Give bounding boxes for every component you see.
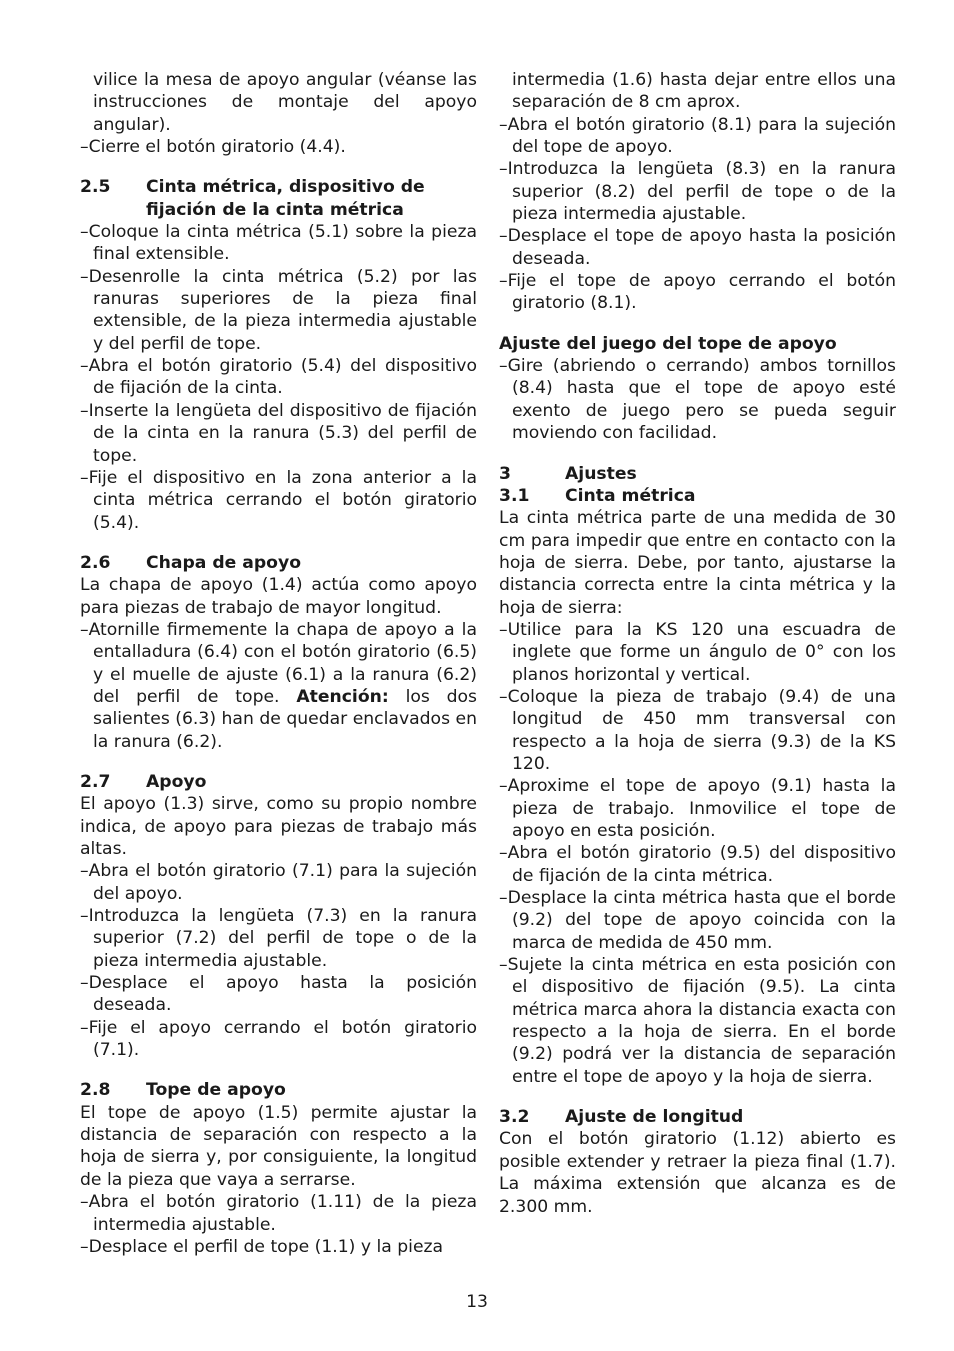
list-item: –Introduzca la lengüeta (7.3) en la ranura superior (7.2) del perfil de tope o de la pieza intermedia ajustable. bbox=[80, 906, 477, 971]
list-item: –Sujete la cinta métrica en esta posición con el dispositivo de fijación (9.5). La cinta métrica marca ahora la distancia exacta con respecto a la hoja de sierra. En el borde (9.2) podrá ver la distancia de separación entre el tope de apoyo y la hoja de sierra. bbox=[499, 955, 896, 1087]
list-item: –Desplace el tope de apoyo hasta la posición deseada. bbox=[499, 226, 896, 269]
list-item: –Desenrolle la cinta métrica (5.2) por las ranuras superiores de la pieza final extensible, de la pieza intermedia ajustable y del perfil de tope. bbox=[80, 266, 477, 354]
list-item: –Cierre el botón giratorio (4.4). bbox=[80, 137, 346, 158]
list-item: –Abra el botón giratorio (7.1) para la sujeción del apoyo. bbox=[80, 861, 477, 904]
list-item: –Coloque la pieza de trabajo (9.4) de una longitud de 450 mm transversal con respecto a la hoja de sierra (9.3) de la KS 120. bbox=[499, 686, 896, 774]
list-item: –Utilice para la KS 120 una escuadra de inglete que forme un ángulo de 0° con los planos horizontal y vertical. bbox=[499, 619, 896, 685]
list-item: –Fije el tope de apoyo cerrando el botón giratorio (8.1). bbox=[499, 271, 896, 314]
section-title: Apoyo bbox=[146, 771, 207, 792]
section-number: 3.2 bbox=[499, 1107, 530, 1128]
section-title: Chapa de apoyo bbox=[146, 552, 301, 573]
section-number: 3.1 bbox=[499, 485, 530, 506]
list-item: –Desplace la cinta métrica hasta que el borde (9.2) del tope de apoyo coincida con la marca de medida de 450 mm. bbox=[499, 888, 896, 953]
paragraph: El tope de apoyo (1.5) permite ajustar la distancia de separación con respecto a la hoja de sierra y, por consiguiente, la longitud de la pieza que vaya a serrarse. bbox=[80, 1102, 477, 1190]
list-item: –Desplace el apoyo hasta la posición deseada. bbox=[80, 973, 477, 1016]
section-title: Ajustes bbox=[565, 463, 637, 484]
section-heading-3-1 bbox=[499, 485, 896, 507]
list-item: –Fije el dispositivo en la zona anterior a la cinta métrica cerrando el botón giratorio (5.4). bbox=[80, 467, 477, 533]
list-item bbox=[80, 619, 477, 753]
list-item: –Coloque la cinta métrica (5.1) sobre la pieza final extensible. bbox=[80, 222, 477, 265]
paragraph: La cinta métrica parte de una medida de 30 cm para impedir que entre en contacto con la hoja de sierra. Debe, por tanto, ajustarse la distancia correcta entre la cinta métrica y la hoja de sierra: bbox=[499, 508, 896, 618]
list-item-text: –Atornille firmemente la chapa de apoyo a la entalladura (6.4) con el botón giratorio (6.5) y el muelle de ajuste (6.1) a la ranura (6.2) del perfil de tope. bbox=[80, 619, 477, 707]
list-item: –Fije el apoyo cerrando el botón giratorio (7.1). bbox=[80, 1017, 477, 1061]
list-item: –Inserte la lengüeta del dispositivo de fijación de la cinta en la ranura (5.3) del perfil de tope. bbox=[80, 400, 477, 466]
list-item: –Abra el botón giratorio (5.4) del dispositivo de fijación de la cinta. bbox=[80, 356, 477, 399]
list-item-text: los dos salientes (6.3) han de quedar enclavados en la ranura (6.2). bbox=[93, 686, 477, 752]
paragraph: La chapa de apoyo (1.4) actúa como apoyo para piezas de trabajo de mayor longitud. bbox=[80, 575, 477, 618]
right-column bbox=[499, 69, 896, 1218]
section-number: 2.7 bbox=[80, 771, 111, 792]
section-title: Cinta métrica bbox=[565, 485, 696, 506]
subheading-juego: Ajuste del juego del tope de apoyo bbox=[499, 333, 837, 354]
section-heading-2-7 bbox=[80, 771, 477, 793]
continued-paragraph: vilice la mesa de apoyo angular (véanse las instrucciones de montaje del apoyo angular). bbox=[93, 70, 477, 135]
section-heading-3 bbox=[499, 463, 896, 485]
list-item: –Abra el botón giratorio (1.11) de la pieza intermedia ajustable. bbox=[80, 1192, 477, 1235]
list-item: –Gire (abriendo o cerrando) ambos tornillos (8.4) hasta que el tope de apoyo esté exento de juego pero se pueda seguir moviendo con facilidad. bbox=[499, 356, 896, 444]
section-number: 2.8 bbox=[80, 1080, 111, 1101]
list-item: –Introduzca la lengüeta (8.3) en la ranura superior (8.2) del perfil de tope o de la pieza intermedia ajustable. bbox=[499, 159, 896, 225]
paragraph: Con el botón giratorio (1.12) abierto es posible extender y retraer la pieza final (1.7). La máxima extensión que alcanza es de 2.300 mm. bbox=[499, 1129, 896, 1217]
list-item: –Abra el botón giratorio (8.1) para la sujeción del tope de apoyo. bbox=[499, 114, 896, 158]
section-title: Tope de apoyo bbox=[146, 1080, 286, 1101]
section-title: Ajuste de longitud bbox=[565, 1107, 744, 1128]
warning-label: Atención: bbox=[296, 686, 389, 707]
section-title: Cinta métrica, dispositivo de fijación de la cinta métrica bbox=[146, 177, 425, 220]
section-heading-2-8 bbox=[80, 1079, 477, 1101]
section-heading-3-2 bbox=[499, 1106, 896, 1128]
continued-paragraph: intermedia (1.6) hasta dejar entre ellos una separación de 8 cm aprox. bbox=[512, 70, 896, 113]
section-heading-2-6 bbox=[80, 552, 477, 574]
left-column bbox=[80, 69, 477, 1258]
list-item: –Aproxime el tope de apoyo (9.1) hasta la pieza de trabajo. Inmovilice el tope de apoyo en esta posición. bbox=[499, 776, 896, 841]
paragraph: El apoyo (1.3) sirve, como su propio nombre indica, de apoyo para piezas de trabajo más altas. bbox=[80, 794, 477, 859]
page-number: 13 bbox=[466, 1292, 488, 1312]
list-item: –Abra el botón giratorio (9.5) del dispositivo de fijación de la cinta métrica. bbox=[499, 843, 896, 886]
section-number: 2.6 bbox=[80, 552, 111, 573]
section-heading-2-5 bbox=[80, 176, 477, 221]
list-item: –Desplace el perfil de tope (1.1) y la pieza bbox=[80, 1236, 444, 1257]
section-number: 2.5 bbox=[80, 177, 111, 198]
section-number: 3 bbox=[499, 463, 511, 484]
